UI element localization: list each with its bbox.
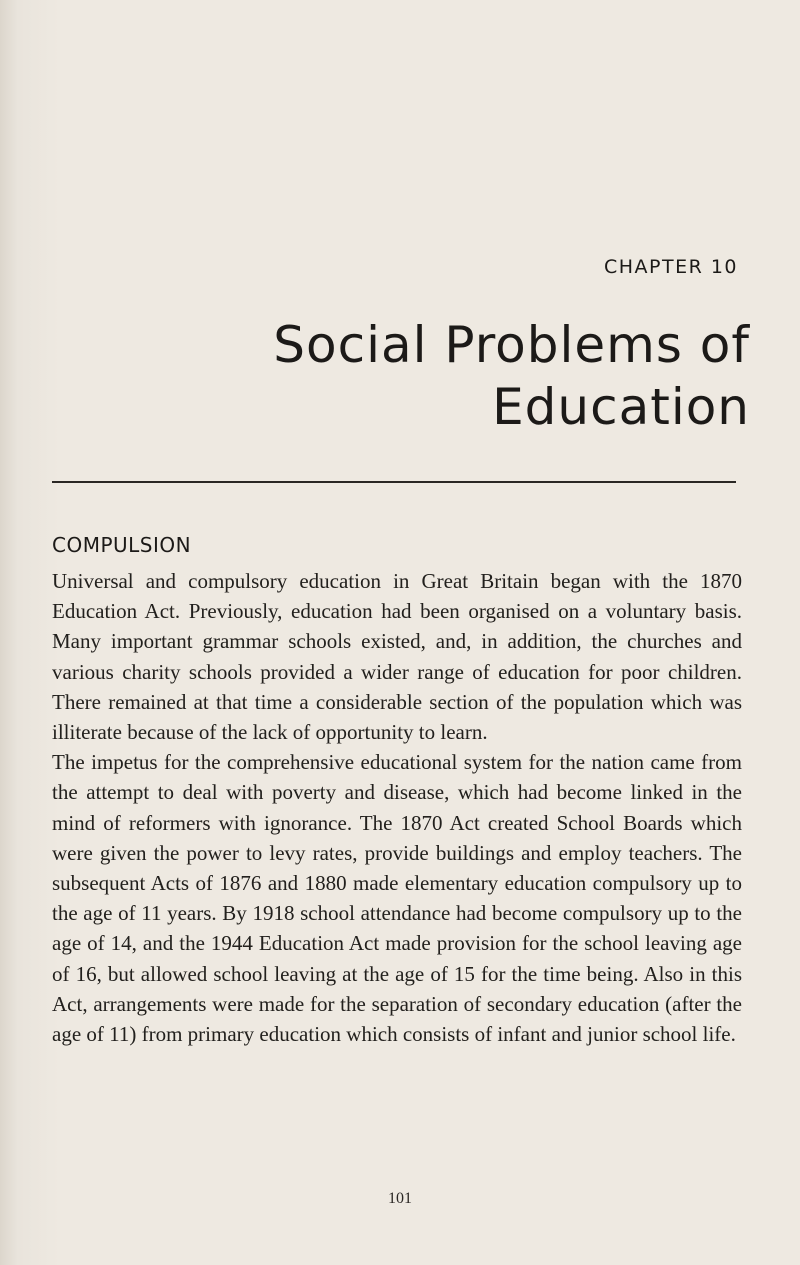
section-heading: COMPULSION — [52, 533, 192, 557]
page-number: 101 — [388, 1190, 412, 1207]
title-divider — [52, 481, 736, 483]
chapter-title — [190, 314, 750, 438]
chapter-title-line-1: Social Problems of — [273, 316, 750, 374]
paragraph-1: Universal and compulsory education in Great Britain began with the 1870 Education Act. Previously, education had been organised on a voluntary basis. Many important grammar schools existed, and, in addition, the churches and various charity schools provided a wider range of education for poor children. There remained at that time a considerable section of the population which was illiterate because of the lack of opportunity to learn. — [52, 569, 742, 745]
chapter-title-line-2: Education — [492, 378, 750, 436]
body-text — [52, 566, 742, 1049]
chapter-label: CHAPTER 10 — [603, 256, 738, 278]
paragraph-2: The impetus for the comprehensive educational system for the nation came from the attempt to deal with poverty and disease, which had become linked in the mind of reformers with ignorance. The 1870 Act created School Boards which were given the power to levy rates, provide buildings and employ teachers. The subsequent Acts of 1876 and 1880 made elementary education compulsory up to the age of 11 years. By 1918 school attendance had become compulsory up to the age of 14, and the 1944 Education Act made provision for the school leaving age of 16, but allowed school leaving at the age of 15 for the time being. Also in this Act, arrangements were made for the separation of secondary education (after the age of 11) from primary education which consists of infant and junior school life. — [52, 750, 742, 1047]
